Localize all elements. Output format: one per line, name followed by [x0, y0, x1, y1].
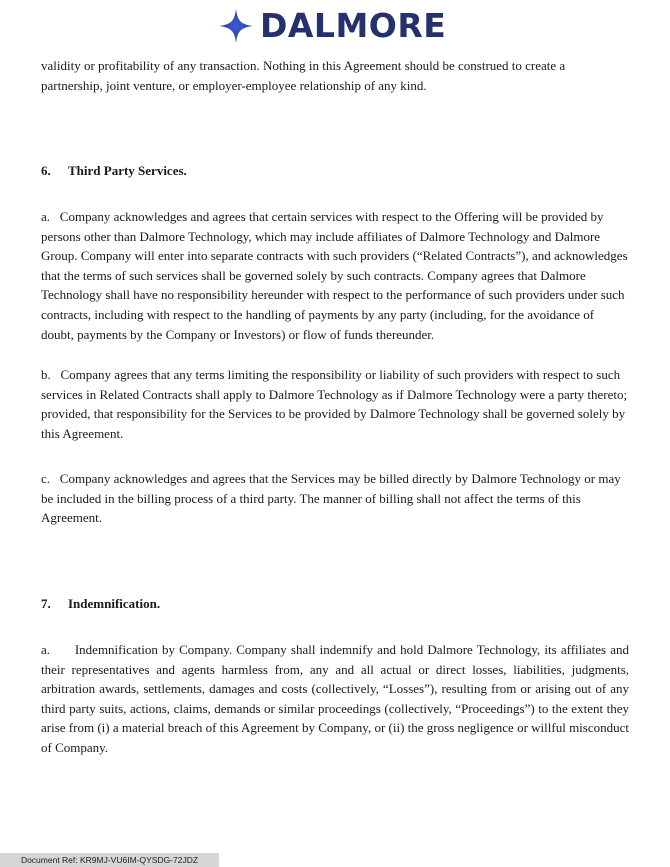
clause-label: a. [41, 642, 51, 657]
four-point-star-icon [218, 8, 254, 44]
clause-label: b. [41, 367, 51, 382]
intro-paragraph: validity or profitability of any transaction. Nothing in this Agreement should be construed to create a partnership, joint venture, or employer-employee relationship of any kind. [41, 58, 566, 93]
clause-6a [41, 207, 629, 344]
section-7-heading [41, 596, 160, 612]
clause-label: a. [41, 209, 51, 224]
clause-text: Indemnification by Company. Company shall indemnify and hold Dalmore Technology, its affiliates and their representatives and agents harmless from, any and all actual or direct losses, liabilities, judgments, arbitration awards, settlements, damages and costs (collectively, “Losses”), resulting from or arising out of any third party suits, actions, claims, demands or similar proceedings (collectively, “Proceedings”) to the extent they arise from (i) a material breach of this Agreement by Company, or (ii) the gross negligence or willful misconduct of Company. [41, 642, 629, 755]
document-ref-footer: Document Ref: KR9MJ-VU6IM-QYSDG-72JDZ [0, 853, 219, 867]
clause-7a [41, 640, 629, 758]
section-6-heading [41, 163, 187, 179]
section-number: 7. [41, 596, 51, 611]
clause-label: c. [41, 471, 51, 486]
clause-text: Company agrees that any terms limiting the responsibility or liability of such providers with respect to such services in Related Contracts shall apply to Dalmore Technology as if Dalmore Technology were a party thereto; provided, that responsibility for the Services to be provided by Dalmore Technology shall be governed solely by this Agreement. [41, 367, 628, 441]
dalmore-logo [218, 6, 446, 46]
section-title: Indemnification. [68, 596, 161, 611]
page-header [0, 0, 670, 52]
clause-text: Company acknowledges and agrees that certain services with respect to the Offering will be provided by persons other than Dalmore Technology, which may include affiliates of Dalmore Technology and Dalmore Group. Company will enter into separate contracts with such providers (“Related Contracts”), and acknowledges that the terms of such services shall be governed solely by such contracts. Company agrees that Dalmore Technology shall have no responsibility hereunder with respect to the performance of such providers under such contracts, including with respect to the handling of payments by any party (including, for the avoidance of doubt, payments by the Company or Investors) or flow of funds thereunder. [41, 209, 628, 342]
clause-6c [41, 469, 629, 528]
clause-text: Company acknowledges and agrees that the Services may be billed directly by Dalmore Technology or may be included in the billing process of a third party. The manner of billing shall not affect the terms of this Agreement. [41, 471, 621, 526]
section-title: Third Party Services. [68, 163, 187, 178]
clause-6b [41, 365, 629, 443]
section-number: 6. [41, 163, 51, 178]
logo-text: DALMORE [260, 6, 447, 45]
